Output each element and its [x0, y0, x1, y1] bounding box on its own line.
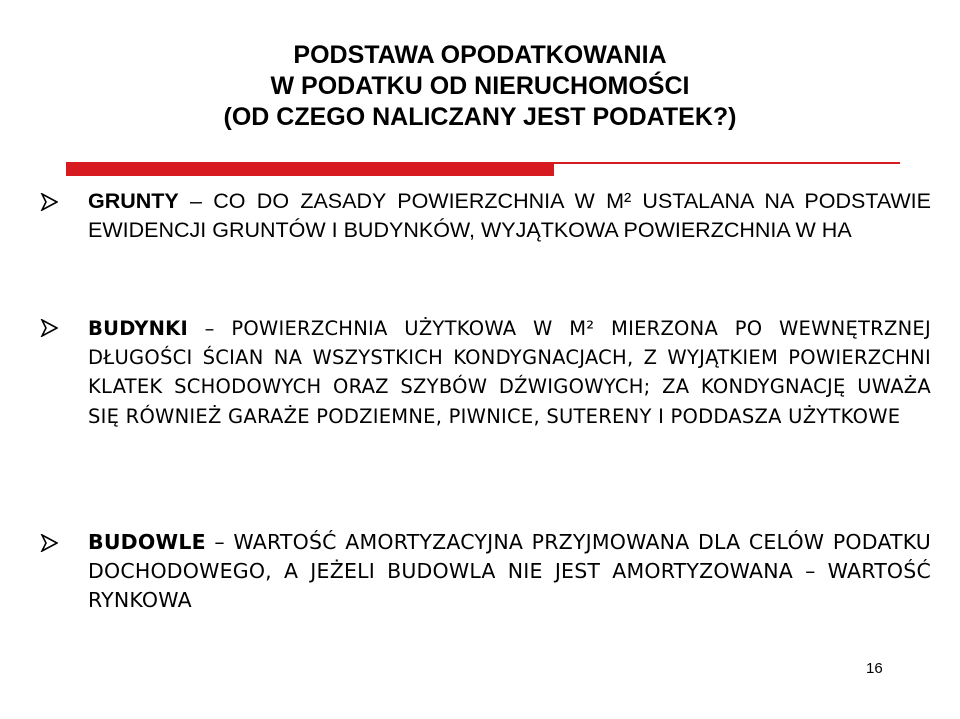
divider-thick-bar — [66, 162, 554, 176]
slide-title — [0, 40, 960, 133]
bullet-item-budowle — [88, 528, 931, 615]
arrow-bullet-icon — [40, 193, 58, 211]
arrow-bullet-icon — [40, 319, 58, 337]
item-keyword: GRUNTY — [88, 189, 179, 213]
arrow-bullet-icon — [40, 534, 58, 552]
item-keyword: BUDYNKI — [88, 317, 189, 340]
item-text: – WARTOŚĆ AMORTYZACYJNA PRZYJMOWANA DLA CELÓW PODATKU DOCHODOWEGO, A JEŻELI BUDOWLA NIE JEST AMORTYZOWANA – WARTOŚĆ RYNKOWA — [88, 530, 931, 612]
title-divider — [66, 162, 900, 176]
divider-thin-line — [554, 162, 900, 164]
title-line-3: (OD CZEGO NALICZANY JEST PODATEK?) — [223, 103, 737, 131]
item-keyword: BUDOWLE — [88, 530, 206, 554]
page-number: 16 — [866, 660, 883, 677]
bullet-item-grunty — [88, 187, 931, 245]
bullet-item-budynki — [88, 314, 931, 431]
item-text: – POWIERZCHNIA UŻYTKOWA W M² MIERZONA PO WEWNĘTRZNEJ DŁUGOŚCI ŚCIAN NA WSZYSTKICH KONDYGNACJACH, Z WYJĄTKIEM POWIERZCHNI KLATEK SCHODOWYCH ORAZ SZYBÓW DŹWIGOWYCH; ZA KONDYGNACJĘ UWAŻA SIĘ RÓWNIEŻ GARAŻE PODZIEMNE, PIWNICE, SUTERENY I PODDASZA UŻYTKOWE — [88, 317, 931, 428]
title-line-2: W PODATKU OD NIERUCHOMOŚCI — [270, 72, 690, 100]
title-line-1: PODSTAWA OPODATKOWANIA — [293, 41, 667, 69]
item-text: – CO DO ZASADY POWIERZCHNIA W M² USTALANA NA PODSTAWIE EWIDENCJI GRUNTÓW I BUDYNKÓW, WYJĄTKOWA POWIERZCHNIA W HA — [88, 189, 931, 242]
